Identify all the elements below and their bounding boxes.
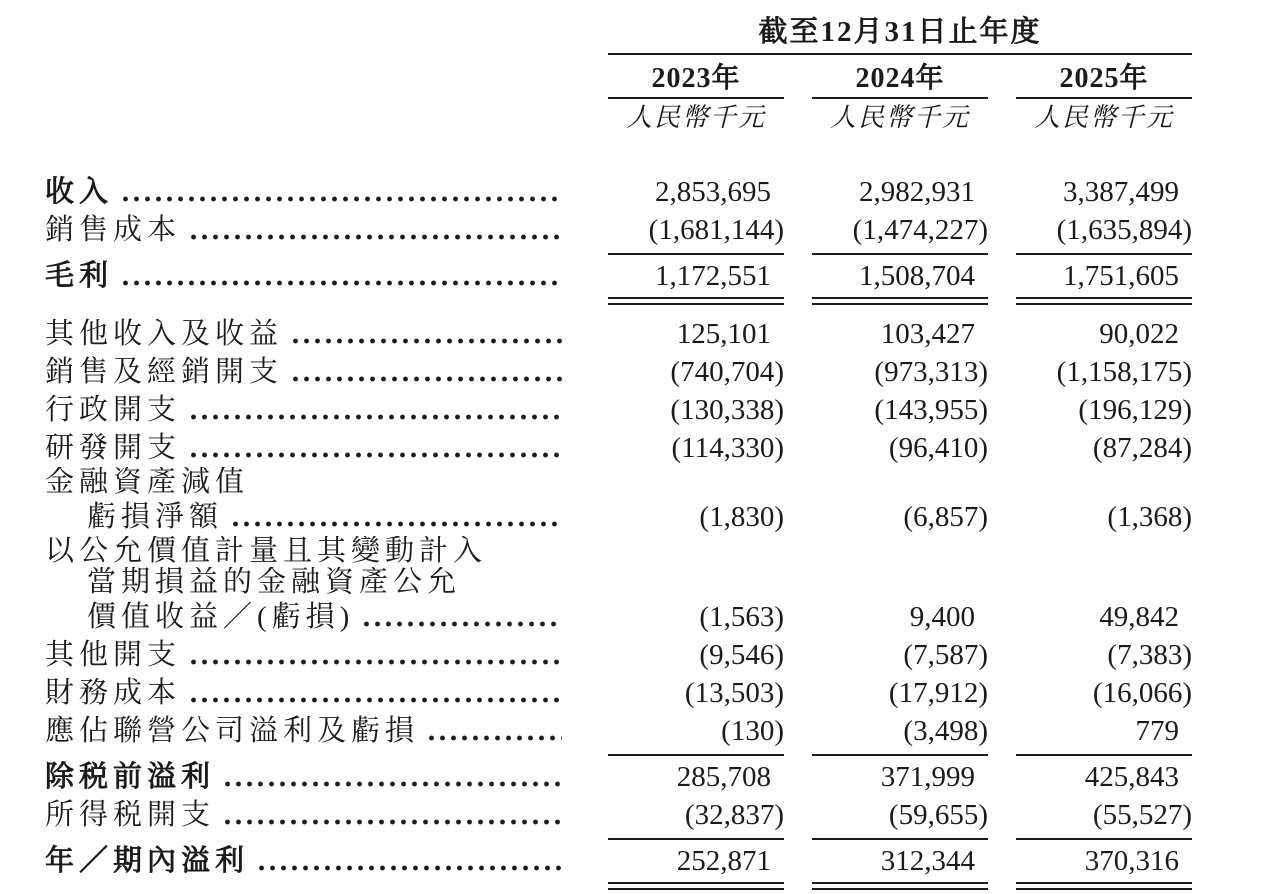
value-2023: (1,681,144)	[648, 214, 784, 246]
leader-dots	[191, 414, 562, 420]
value-2023: (114,330)	[671, 432, 784, 464]
double-rule-2024	[812, 297, 988, 305]
row-label-cell	[45, 391, 580, 429]
rule-row	[45, 834, 1192, 842]
leader-dots	[191, 452, 562, 458]
table-row	[45, 257, 1192, 295]
row-label: 金融資產減值	[45, 467, 250, 498]
value-cell-2025	[1016, 842, 1192, 880]
row-label-cell	[45, 567, 580, 598]
value-2023: (1,563)	[699, 601, 784, 633]
leader-dots	[123, 280, 562, 286]
value-cell-2023	[608, 598, 784, 636]
header-spacer-cell	[45, 99, 580, 133]
row-label-cell	[45, 712, 580, 750]
rule-spacer-cell	[45, 880, 580, 892]
table-row	[45, 536, 1192, 567]
value-cell-2025	[1016, 498, 1192, 536]
value-cell-2025	[1016, 353, 1192, 391]
value-2023: (13,503)	[684, 677, 784, 709]
value-cell-2024	[812, 598, 988, 636]
table-row	[45, 758, 1192, 796]
income-statement-table	[45, 16, 1192, 892]
value-cell-2025	[1016, 429, 1192, 467]
value-cell-2023	[608, 536, 784, 567]
table-row	[45, 598, 1192, 636]
value-2024: 2,982,931	[859, 176, 975, 208]
unit-label-2023: 人民幣千元	[625, 103, 766, 132]
row-label: 收入	[45, 176, 114, 208]
leader-dots	[191, 659, 562, 665]
table-row	[45, 353, 1192, 391]
table-row	[45, 796, 1192, 834]
value-cell-2025	[1016, 211, 1192, 249]
double-rule-2024	[812, 882, 988, 890]
value-cell-2023	[608, 498, 784, 536]
row-label: 銷售成本	[45, 214, 182, 246]
table-row	[45, 211, 1192, 249]
value-2025: 1,751,605	[1063, 260, 1179, 292]
value-2023: (130,338)	[670, 394, 784, 426]
table-row	[45, 636, 1192, 674]
value-cell-2024	[812, 257, 988, 295]
value-2024: (96,410)	[888, 432, 988, 464]
value-2025: (55,527)	[1092, 799, 1192, 831]
value-2023: 252,871	[676, 845, 771, 877]
value-2024: (143,955)	[874, 394, 988, 426]
value-cell-2024	[812, 758, 988, 796]
value-cell-2023	[608, 567, 784, 598]
value-cell-2025	[1016, 758, 1192, 796]
value-cell-2024	[812, 467, 988, 498]
value-2024: (3,498)	[903, 715, 988, 747]
table-row	[45, 842, 1192, 880]
row-label-cell	[45, 842, 580, 880]
leader-dots	[293, 376, 562, 382]
value-2024: 312,344	[880, 845, 975, 877]
value-cell-2024	[812, 636, 988, 674]
value-2024: 9,400	[909, 601, 975, 633]
value-cell-2023	[608, 842, 784, 880]
value-2023: (1,830)	[699, 501, 784, 533]
value-2025: 49,842	[1099, 601, 1179, 633]
value-2024: 103,427	[880, 318, 975, 350]
double-rule-2025	[1016, 297, 1192, 305]
row-label-cell	[45, 498, 580, 536]
leader-dots	[429, 735, 562, 741]
header-spacer-cell	[45, 16, 580, 55]
value-2025: (196,129)	[1078, 394, 1192, 426]
year-header-2023: 2023年	[608, 55, 784, 99]
value-2024: (973,313)	[874, 356, 988, 388]
value-2025: 425,843	[1084, 761, 1179, 793]
value-2024: (59,655)	[888, 799, 988, 831]
table-row	[45, 315, 1192, 353]
value-2024: 1,508,704	[859, 260, 975, 292]
header-body-spacer	[45, 133, 1192, 173]
value-cell-2023	[608, 211, 784, 249]
year-header-row	[45, 55, 1192, 99]
value-2023: (32,837)	[684, 799, 784, 831]
row-label: 應佔聯營公司溢利及虧損	[45, 715, 420, 747]
value-cell-2023	[608, 391, 784, 429]
unit-label-2024: 人民幣千元	[829, 103, 970, 132]
value-2023: (9,546)	[699, 639, 784, 671]
row-label: 其他收入及收益	[45, 318, 284, 350]
value-cell-2024	[812, 796, 988, 834]
value-2023: 2,853,695	[655, 176, 771, 208]
leader-dots	[225, 819, 562, 825]
value-2025: (1,158,175)	[1056, 356, 1192, 388]
value-cell-2023	[608, 796, 784, 834]
value-2025: 90,022	[1099, 318, 1179, 350]
value-cell-2024	[812, 353, 988, 391]
value-cell-2023	[608, 758, 784, 796]
value-2023: 285,708	[676, 761, 771, 793]
value-2023: (740,704)	[670, 356, 784, 388]
value-cell-2025	[1016, 467, 1192, 498]
double-rule-row	[45, 880, 1192, 892]
value-cell-2025	[1016, 536, 1192, 567]
rule-spacer-cell	[45, 750, 580, 758]
row-label-cell	[45, 173, 580, 211]
table-row	[45, 712, 1192, 750]
row-label-cell	[45, 467, 580, 498]
double-rule-2023	[608, 297, 784, 305]
value-2024: 371,999	[880, 761, 975, 793]
leader-dots	[191, 697, 562, 703]
leader-dots	[364, 621, 562, 627]
value-cell-2024	[812, 391, 988, 429]
row-label-cell	[45, 674, 580, 712]
value-2025: 370,316	[1084, 845, 1179, 877]
value-2025: (1,635,894)	[1056, 214, 1192, 246]
table-row	[45, 498, 1192, 536]
value-2025: (87,284)	[1092, 432, 1192, 464]
unit-header-row	[45, 99, 1192, 133]
table-body	[45, 173, 1192, 892]
value-cell-2023	[608, 674, 784, 712]
value-2023: 1,172,551	[655, 260, 771, 292]
row-label-cell	[45, 211, 580, 249]
table-row	[45, 567, 1192, 598]
row-label: 研發開支	[45, 432, 182, 464]
value-cell-2023	[608, 712, 784, 750]
row-label-cell	[45, 636, 580, 674]
value-cell-2024	[812, 429, 988, 467]
rule-row	[45, 750, 1192, 758]
unit-label-2025: 人民幣千元	[1033, 103, 1174, 132]
value-cell-2024	[812, 315, 988, 353]
value-cell-2024	[812, 674, 988, 712]
value-cell-2023	[608, 467, 784, 498]
header-spacer-cell	[45, 55, 580, 99]
row-label-cell	[45, 353, 580, 391]
value-cell-2024	[812, 712, 988, 750]
value-2023: 125,101	[676, 318, 771, 350]
value-cell-2024	[812, 211, 988, 249]
rule-row	[45, 249, 1192, 257]
value-2023: (130)	[721, 715, 784, 747]
value-2025: (1,368)	[1107, 501, 1192, 533]
row-label-cell	[45, 429, 580, 467]
row-label-cell	[45, 796, 580, 834]
value-cell-2023	[608, 429, 784, 467]
leader-dots	[123, 196, 562, 202]
table-row	[45, 391, 1192, 429]
double-rule-2023	[608, 882, 784, 890]
value-2024: (1,474,227)	[852, 214, 988, 246]
row-label: 年／期內溢利	[45, 845, 250, 877]
row-label: 其他開支	[45, 639, 182, 671]
leader-dots	[259, 865, 562, 871]
row-label: 價值收益／(虧損)	[87, 601, 355, 633]
period-header-row	[45, 16, 1192, 55]
value-2025: 779	[1135, 715, 1179, 747]
value-2025: (7,383)	[1107, 639, 1192, 671]
value-cell-2025	[1016, 636, 1192, 674]
row-label-cell	[45, 315, 580, 353]
leader-dots	[191, 234, 562, 240]
section-gap	[45, 307, 1192, 315]
value-cell-2025	[1016, 712, 1192, 750]
value-cell-2025	[1016, 391, 1192, 429]
value-cell-2025	[1016, 173, 1192, 211]
table-row	[45, 173, 1192, 211]
value-2024: (7,587)	[903, 639, 988, 671]
value-cell-2025	[1016, 567, 1192, 598]
value-cell-2024	[812, 173, 988, 211]
value-cell-2023	[608, 315, 784, 353]
value-cell-2025	[1016, 674, 1192, 712]
row-label: 行政開支	[45, 394, 182, 426]
row-label-cell	[45, 257, 580, 295]
row-label: 財務成本	[45, 677, 182, 709]
table-row	[45, 467, 1192, 498]
leader-dots	[293, 338, 562, 344]
leader-dots	[225, 781, 562, 787]
row-label: 銷售及經銷開支	[45, 356, 284, 388]
value-2024: (6,857)	[903, 501, 988, 533]
row-label-cell	[45, 758, 580, 796]
double-rule-row	[45, 295, 1192, 307]
row-label: 以公允價值計量且其變動計入	[45, 536, 488, 567]
value-cell-2023	[608, 353, 784, 391]
year-header-2025: 2025年	[1016, 55, 1192, 99]
value-cell-2024	[812, 567, 988, 598]
row-label: 當期損益的金融資產公允	[87, 567, 462, 598]
value-cell-2024	[812, 842, 988, 880]
leader-dots	[233, 521, 562, 527]
rule-spacer-cell	[45, 249, 580, 257]
row-label-cell	[45, 598, 580, 636]
value-cell-2023	[608, 257, 784, 295]
value-2025: 3,387,499	[1063, 176, 1179, 208]
year-header-2024: 2024年	[812, 55, 988, 99]
row-label: 虧損淨額	[87, 501, 224, 533]
value-cell-2025	[1016, 257, 1192, 295]
rule-spacer-cell	[45, 834, 580, 842]
value-cell-2025	[1016, 315, 1192, 353]
row-label-cell	[45, 536, 580, 567]
value-cell-2024	[812, 498, 988, 536]
value-cell-2023	[608, 173, 784, 211]
row-label: 毛利	[45, 260, 114, 292]
value-cell-2024	[812, 536, 988, 567]
value-2024: (17,912)	[888, 677, 988, 709]
period-title: 截至12月31日止年度	[608, 16, 1192, 55]
row-label: 所得税開支	[45, 799, 216, 831]
rule-spacer-cell	[45, 295, 580, 307]
table-row	[45, 674, 1192, 712]
value-cell-2025	[1016, 796, 1192, 834]
table-row	[45, 429, 1192, 467]
value-cell-2025	[1016, 598, 1192, 636]
value-cell-2023	[608, 636, 784, 674]
value-2025: (16,066)	[1092, 677, 1192, 709]
row-label: 除税前溢利	[45, 761, 216, 793]
double-rule-2025	[1016, 882, 1192, 890]
